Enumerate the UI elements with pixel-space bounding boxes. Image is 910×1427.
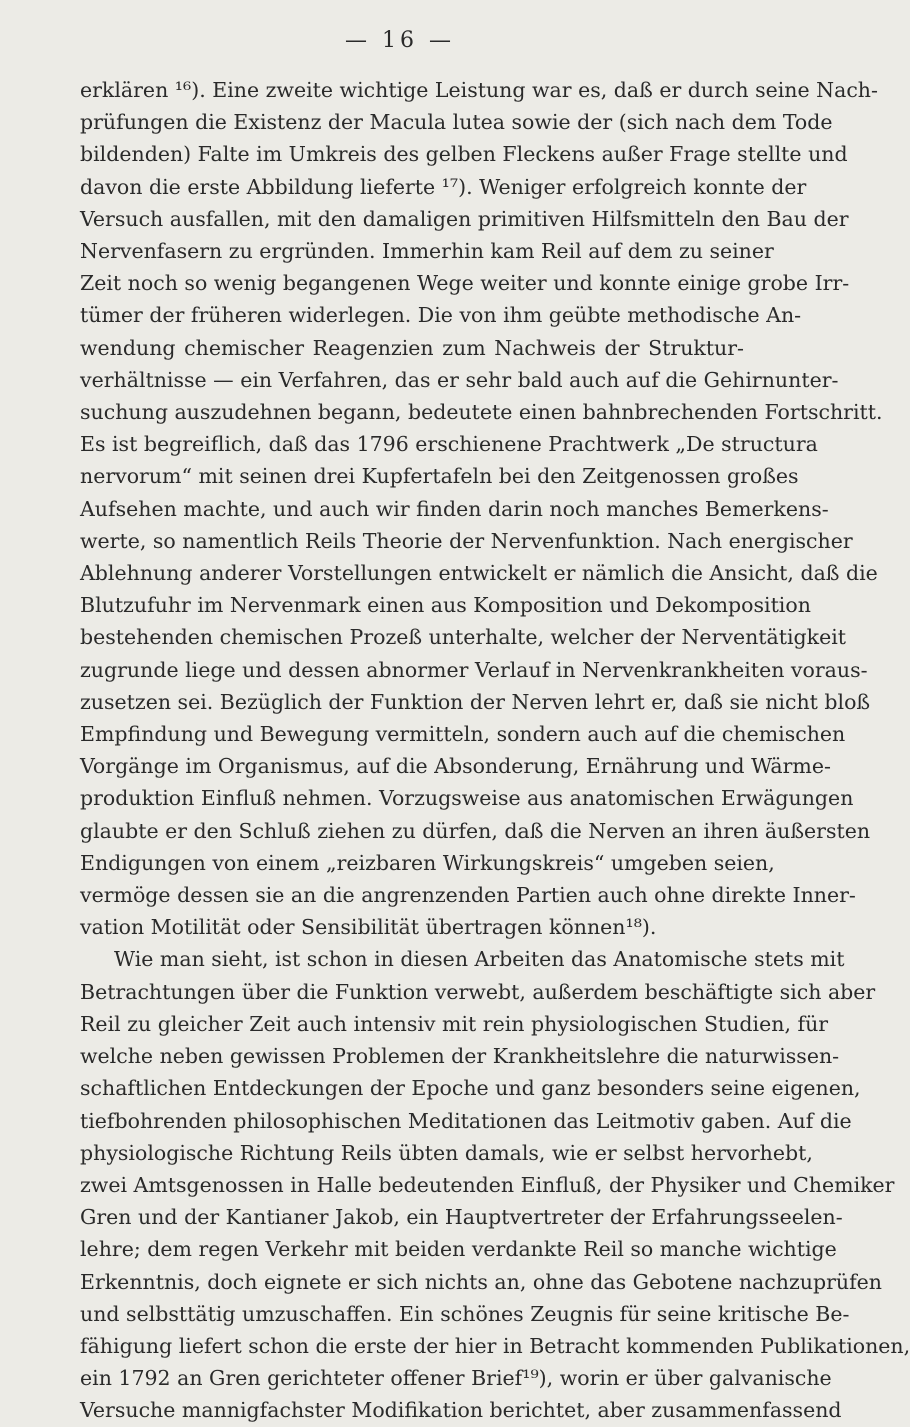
text-line: Versuche mannigfachster Modifikation berichtet, aber zusammenfassend bbox=[80, 1398, 842, 1423]
text-line: und selbsttätig umzuschaffen. Ein schönes Zeugnis für seine kritische Be- bbox=[80, 1301, 850, 1326]
text-line: ein 1792 an Gren gerichteter offener Brief¹⁹), worin er über galvanische bbox=[80, 1366, 832, 1391]
text-line: Nervenfasern zu ergründen. Immerhin kam Reil auf dem zu seiner bbox=[80, 239, 774, 264]
text-line: produktion Einfluß nehmen. Vorzugsweise aus anatomischen Erwägungen bbox=[80, 786, 854, 811]
text-line: Blutzufuhr im Nervenmark einen aus Komposition und Dekomposition bbox=[80, 593, 811, 618]
text-line: physiologische Richtung Reils übten damals, wie er selbst hervorhebt, bbox=[80, 1140, 813, 1165]
text-line: Wie man sieht, ist schon in diesen Arbeiten das Anatomische stets mit bbox=[114, 947, 845, 972]
paragraph bbox=[80, 943, 910, 1426]
text-line: davon die erste Abbildung lieferte ¹⁷). Weniger erfolgreich konnte der bbox=[80, 174, 807, 199]
text-line: nervorum“ mit seinen drei Kupfertafeln bei den Zeitgenossen großes bbox=[80, 464, 799, 489]
text-line: bildenden) Falte im Umkreis des gelben Fleckens außer Frage stellte und bbox=[80, 142, 848, 167]
text-line: lehre; dem regen Verkehr mit beiden verdankte Reil so manche wichtige bbox=[80, 1237, 837, 1262]
text-line: vermöge dessen sie an die angrenzenden Partien auch ohne direkte Inner- bbox=[80, 883, 856, 908]
text-line: bestehenden chemischen Prozeß unterhalte, welcher der Nerventätigkeit bbox=[80, 625, 847, 650]
text-line: Es ist begreiflich, daß das 1796 erschienene Prachtwerk „De structura bbox=[80, 432, 818, 457]
text-line: zwei Amtsgenossen in Halle bedeutenden Einfluß, der Physiker und Chemiker bbox=[80, 1172, 895, 1197]
text-line: Vorgänge im Organismus, auf die Absonderung, Ernährung und Wärme- bbox=[80, 754, 831, 779]
text-line: Endigungen von einem „reizbaren Wirkungskreis“ umgeben seien, bbox=[80, 850, 775, 875]
text-line: glaubte er den Schluß ziehen zu dürfen, daß die Nerven an ihren äußersten bbox=[80, 818, 871, 843]
paragraph bbox=[80, 74, 883, 943]
text-line: erklären ¹⁶). Eine zweite wichtige Leistung war es, daß er durch seine Nach- bbox=[80, 78, 878, 102]
text-line: Zeit noch so wenig begangenen Wege weiter und konnte einige grobe Irr- bbox=[80, 271, 850, 296]
text-line: welche neben gewissen Problemen der Krankheitslehre die naturwissen- bbox=[80, 1044, 840, 1069]
text-line: Ablehnung anderer Vorstellungen entwickelt er nämlich die Ansicht, daß die bbox=[80, 561, 878, 586]
page-number: — 16 — bbox=[345, 28, 455, 53]
text-line: Reil zu gleicher Zeit auch intensiv mit rein physiologischen Studien, für bbox=[80, 1011, 829, 1036]
text-line: Versuch ausfallen, mit den damaligen primitiven Hilfsmitteln den Bau der bbox=[80, 206, 849, 231]
text-line: fähigung liefert schon die erste der hier in Betracht kommenden Publikationen, bbox=[80, 1333, 910, 1358]
text-line: Erkenntnis, doch eignete er sich nichts an, ohne das Gebotene nachzuprüfen bbox=[80, 1269, 883, 1294]
text-line: vation Motilität oder Sensibilität übertragen können¹⁸). bbox=[80, 915, 657, 940]
text-line: suchung auszudehnen begann, bedeutete einen bahnbrechenden Fortschritt. bbox=[80, 400, 883, 425]
text-line: verhältnisse — ein Verfahren, das er sehr bald auch auf die Gehirnunter- bbox=[80, 367, 839, 392]
text-line: zusetzen sei. Bezüglich der Funktion der Nerven lehrt er, daß sie nicht bloß bbox=[80, 689, 871, 714]
text-line: Empfindung und Bewegung vermitteln, sondern auch auf die chemischen bbox=[80, 722, 846, 747]
body-text bbox=[80, 74, 910, 1427]
text-line: tümer der früheren widerlegen. Die von ihm geübte methodische An- bbox=[80, 303, 802, 328]
text-line: wendung chemischer Reagenzien zum Nachweis der Struktur- bbox=[80, 335, 744, 360]
text-line: Aufsehen machte, und auch wir finden darin noch manches Bemerkens- bbox=[80, 496, 829, 521]
text-line: prüfungen die Existenz der Macula lutea sowie der (sich nach dem Tode bbox=[80, 110, 833, 135]
text-line: Gren und der Kantianer Jakob, ein Hauptvertreter der Erfahrungsseelen- bbox=[80, 1205, 843, 1230]
text-line: Betrachtungen über die Funktion verwebt, außerdem beschäftigte sich aber bbox=[80, 979, 876, 1004]
text-line: tiefbohrenden philosophischen Meditationen das Leitmotiv gaben. Auf die bbox=[80, 1108, 852, 1133]
text-line: schaftlichen Entdeckungen der Epoche und ganz besonders seine eigenen, bbox=[80, 1076, 861, 1101]
text-line: werte, so namentlich Reils Theorie der Nervenfunktion. Nach energischer bbox=[80, 528, 853, 553]
text-line: zugrunde liege und dessen abnormer Verlauf in Nervenkrankheiten voraus- bbox=[80, 657, 868, 682]
